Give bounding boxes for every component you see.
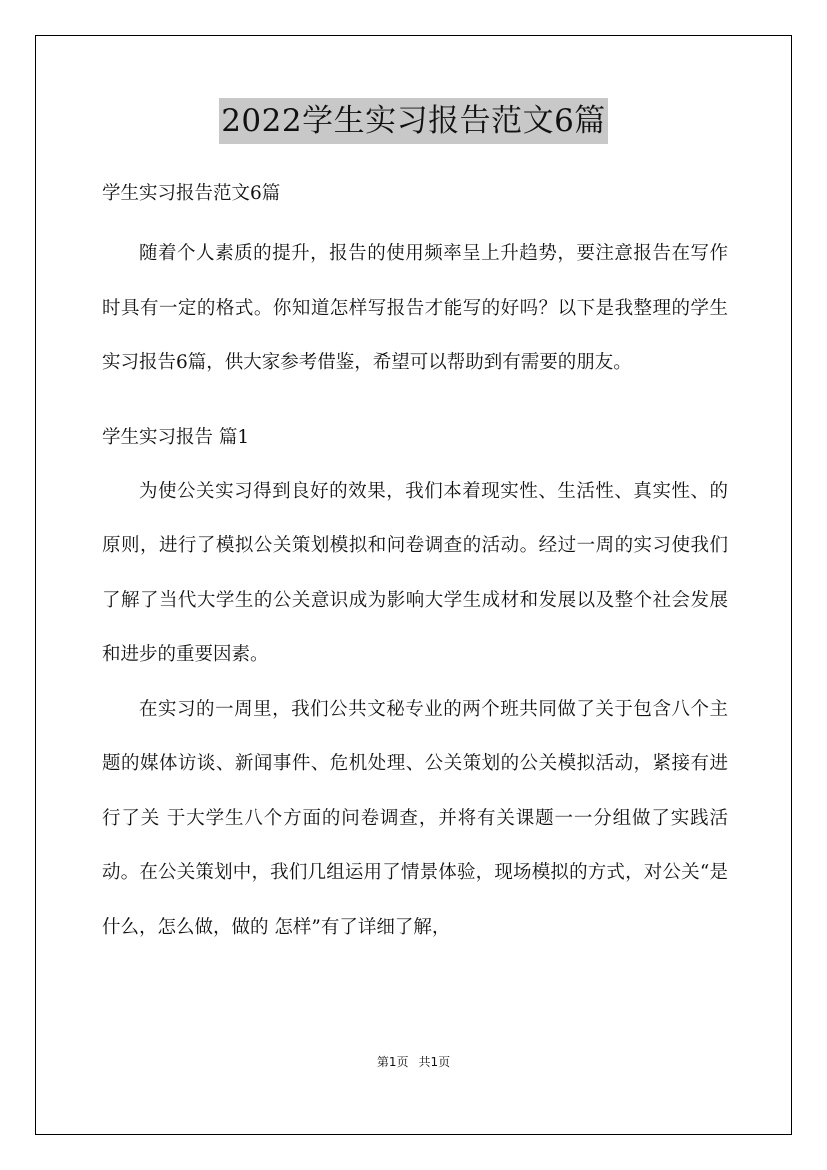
page-footer	[0, 1054, 827, 1070]
section-heading: 学生实习报告 篇1	[102, 426, 250, 448]
spacer	[102, 391, 728, 419]
section-paragraph: 为使公关实习得到良好的效果，我们本着现实性、生活性、真实性、的原则，进行了模拟公关策划模拟和问卷调查的活动。经过一周的实习使我们了解了当代大学生的公关意识成为影响大学生成材和发展以及整个社会发展和进步的重要因素。	[102, 480, 728, 665]
intro-paragraph: 随着个人素质的提升，报告的使用频率呈上升趋势，要注意报告在写作时具有一定的格式。你知道怎样写报告才能写的好吗？以下是我整理的学生实习报告6篇，供大家参考借鉴，希望可以帮助到有需要的朋友。	[102, 243, 728, 373]
document-subtitle: 学生实习报告范文6篇	[102, 183, 281, 204]
section-paragraph: 在实习的一周里，我们公共文秘专业的两个班共同做了关于包含八个主题的媒体访谈、新闻事件、危机处理、公关策划的公关模拟活动，紧接有进行了关 于大学生八个方面的问卷调查，并将有关课题一一分组做了实践活动。在公关策划中，我们几组运用了情景体验，现场模拟的方式，对公关“是什么，怎么做，做的 怎样”有了详细了解，	[102, 698, 728, 938]
document-title: 2022学生实习报告范文6篇	[219, 98, 608, 144]
page-number: 第1页	[376, 1055, 409, 1069]
spacer	[102, 457, 728, 465]
document-body	[102, 175, 728, 955]
page-total: 共1页	[418, 1055, 451, 1069]
spacer	[102, 213, 728, 227]
title-container	[0, 98, 827, 144]
